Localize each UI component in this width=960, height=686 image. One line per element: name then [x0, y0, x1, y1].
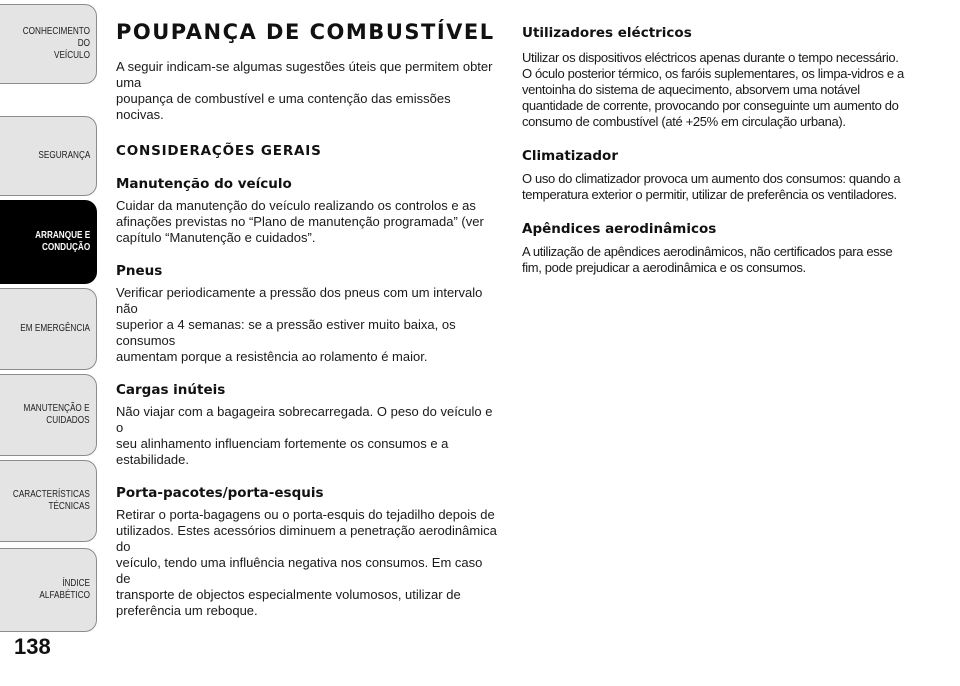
- tab-caracteristicas-tecnicas[interactable]: [0, 460, 97, 542]
- left-column: [116, 0, 498, 619]
- intro-paragraph: A seguir indicam-se algumas sugestões úteis que permitem obter uma poupança de combustível e uma contenção das emissões nocivas.: [116, 59, 493, 122]
- tab-label: SEGURANÇA: [38, 150, 90, 161]
- heading-apendices: Apêndices aerodinâmicos: [522, 221, 717, 237]
- heading-porta-pacotes: Porta-pacotes/porta-esquis: [116, 485, 324, 501]
- tab-label: EM EMERGÊNCIA: [20, 323, 90, 334]
- tab-conhecimento-do-veiculo[interactable]: [0, 4, 97, 84]
- text-climatizador: O uso do climatizador provoca um aumento dos consumos: quando a temperatura exterior o permitir, utilizar de preferência os ventiladores.: [522, 171, 901, 202]
- text-cargas: Não viajar com a bagageira sobrecarregada. O peso do veículo e o seu alinhamento influenciam fortemente os consumos e a estabilidade.: [116, 404, 493, 467]
- page-number: 138: [14, 634, 51, 659]
- tab-manutencao-e-cuidados[interactable]: [0, 374, 97, 456]
- tab-label: CARACTERÍSTICAS TÉCNICAS: [12, 489, 90, 512]
- heading-manutencao: Manutenção do veículo: [116, 176, 292, 192]
- tab-label: ARRANQUE E CONDUÇÃO: [34, 230, 90, 253]
- heading-pneus: Pneus: [116, 263, 163, 279]
- text-manutencao: Cuidar da manutenção do veículo realizando os controlos e as afinações previstas no “Plano de manutenção programada” (ver capítulo “Manutenção e cuidados”.: [116, 198, 484, 245]
- text-utilizadores: Utilizar os dispositivos eléctricos apenas durante o tempo necessário. O óculo posterior térmico, os faróis suplementares, os limpa-vidros e a ventoinha do sistema de aquecimento, absorvem uma notável quantidade de corrente, provocando por conseguinte um aumento do consumo de combustível (até +25% em circulação urbana).: [522, 50, 904, 129]
- tab-arranque-e-conducao[interactable]: [0, 200, 97, 284]
- tab-label: MANUTENÇÃO E CUIDADOS: [23, 403, 90, 426]
- text-pneus: Verificar periodicamente a pressão dos pneus com um intervalo não superior a 4 semanas: se a pressão estiver muito baixa, os consumos aumentam porque a resistência ao rolamento é maior.: [116, 285, 483, 364]
- tab-indice-alfabetico[interactable]: [0, 548, 97, 632]
- tab-seguranca[interactable]: [0, 116, 97, 196]
- tab-label: ÍNDICE ALFABÉTICO: [39, 578, 90, 601]
- text-porta-pacotes: Retirar o porta-bagagens ou o porta-esquis do tejadilho depois de utilizados. Estes acessórios diminuem a penetração aerodinâmica do veículo, tendo uma influência negativa nos consumos. Em caso de transporte de objectos especialmente volumosos, utilizar de preferência um reboque.: [116, 507, 497, 618]
- heading-climatizador: Climatizador: [522, 148, 618, 164]
- section-heading: CONSIDERAÇÕES GERAIS: [116, 143, 322, 159]
- right-column: [522, 0, 922, 276]
- chapter-sidebar: [0, 0, 101, 640]
- page-title: POUPANÇA DE COMBUSTÍVEL: [116, 20, 495, 44]
- tab-label: CONHECIMENTO DO VEÍCULO: [22, 26, 91, 61]
- tab-em-emergencia[interactable]: [0, 288, 97, 370]
- text-apendices: A utilização de apêndices aerodinâmicos, não certificados para esse fim, pode prejudicar a aerodinâmica e os consumos.: [522, 244, 893, 275]
- heading-utilizadores: Utilizadores eléctricos: [522, 25, 692, 41]
- heading-cargas: Cargas inúteis: [116, 382, 226, 398]
